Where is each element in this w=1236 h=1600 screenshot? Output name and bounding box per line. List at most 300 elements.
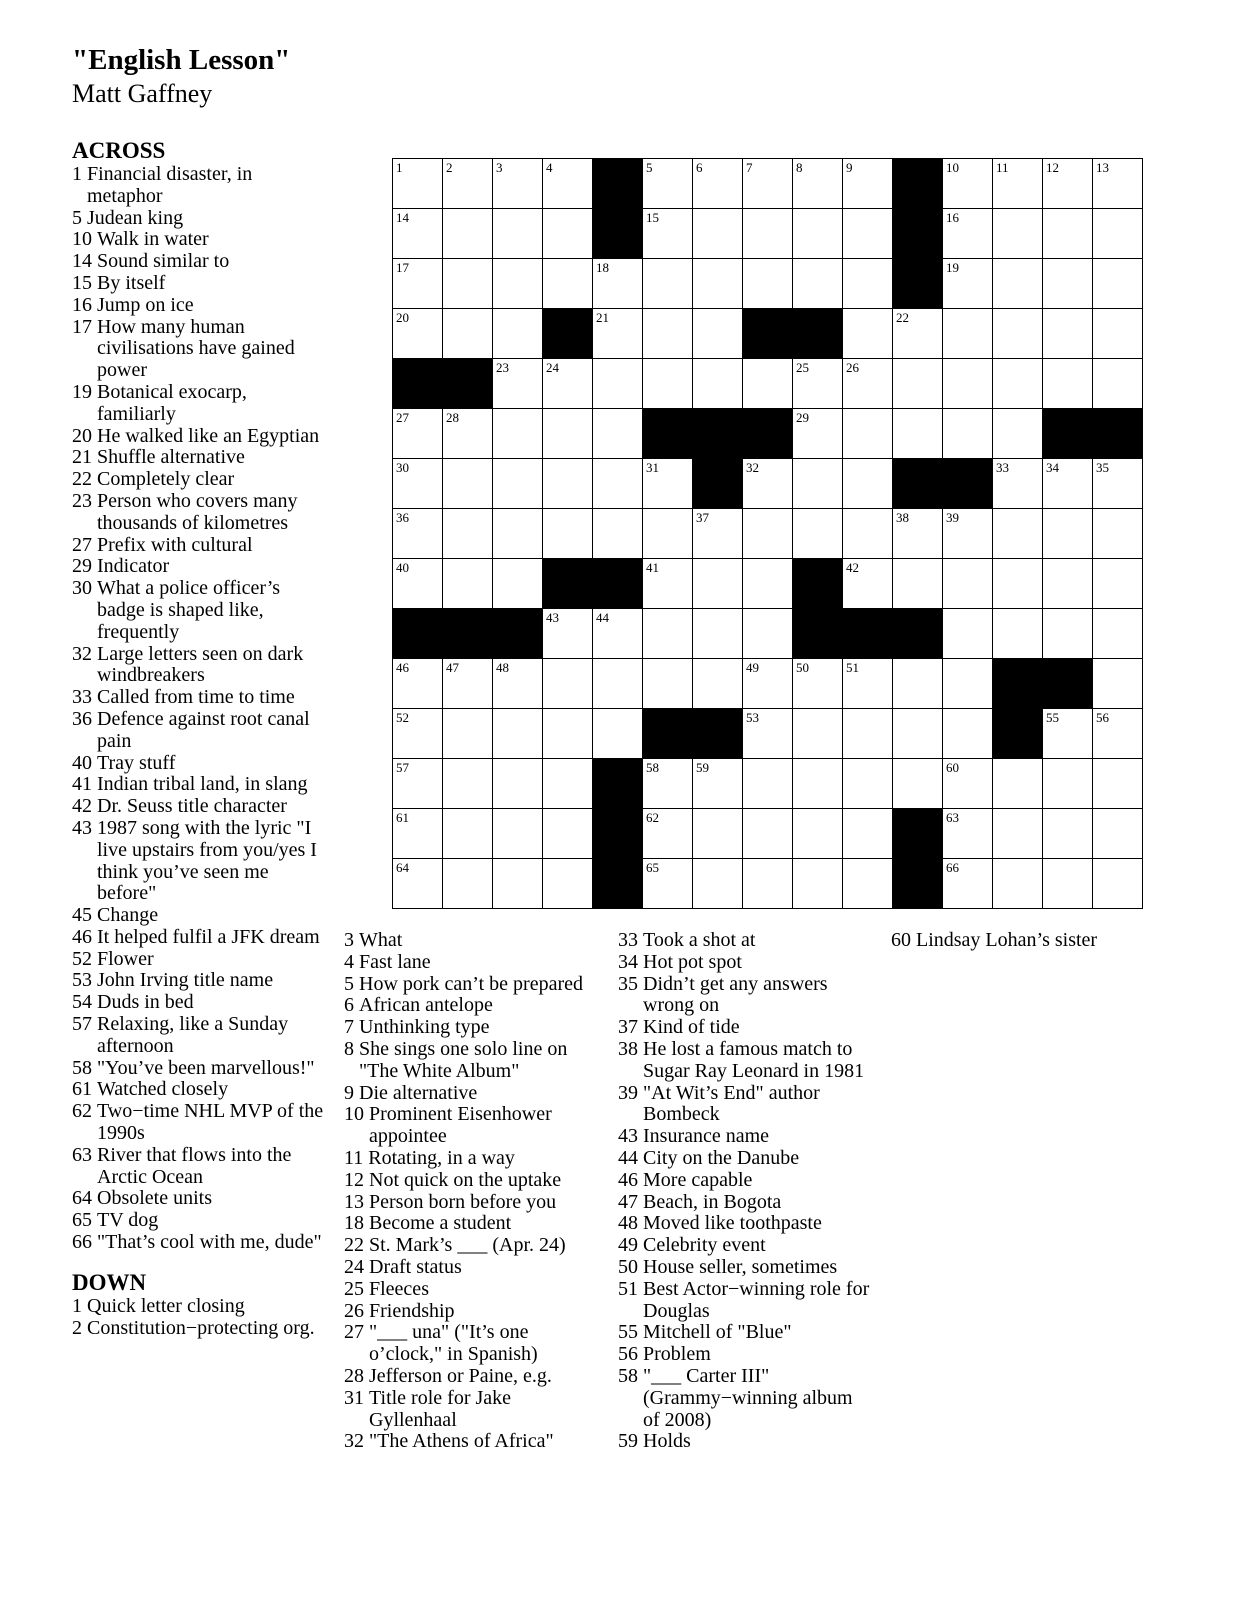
grid-cell[interactable]	[993, 609, 1043, 659]
grid-cell[interactable]	[843, 859, 893, 909]
grid-cell[interactable]	[443, 459, 493, 509]
grid-cell[interactable]	[893, 359, 943, 409]
grid-cell[interactable]	[843, 659, 893, 709]
grid-cell[interactable]	[943, 559, 993, 609]
grid-cell[interactable]	[843, 759, 893, 809]
grid-cell[interactable]	[1043, 809, 1093, 859]
clue-item	[72, 164, 324, 208]
grid-cell[interactable]	[443, 159, 493, 209]
clue-number: 43	[618, 1125, 638, 1148]
clue-item	[72, 251, 324, 273]
clue-text: Draft status	[369, 1255, 462, 1278]
grid-cell[interactable]	[393, 259, 443, 309]
clue-item	[72, 469, 324, 491]
clue-text: Person born before you	[369, 1190, 557, 1213]
clue-text: Shuffle alternative	[97, 446, 245, 469]
clue-text: Beach, in Bogota	[643, 1190, 782, 1213]
grid-cell[interactable]	[443, 259, 493, 309]
grid-cell[interactable]	[793, 859, 843, 909]
grid-cell[interactable]	[943, 209, 993, 259]
grid-cell[interactable]	[993, 159, 1043, 209]
grid-cell[interactable]	[993, 759, 1043, 809]
grid-cell[interactable]	[643, 359, 693, 409]
grid-cell[interactable]	[993, 859, 1043, 909]
grid-cell[interactable]	[443, 409, 493, 459]
grid-cell[interactable]	[1043, 209, 1093, 259]
clue-item	[344, 1322, 600, 1366]
clue-text: Botanical exocarp, familiarly	[97, 380, 247, 425]
cell-number: 20	[396, 310, 409, 325]
grid-cell[interactable]	[643, 859, 693, 909]
grid-cell[interactable]	[893, 659, 943, 709]
grid-cell[interactable]	[543, 359, 593, 409]
clue-item	[72, 1318, 324, 1340]
clue-text: Become a student	[369, 1212, 512, 1235]
grid-cell[interactable]	[543, 609, 593, 659]
clue-number: 31	[344, 1386, 364, 1409]
grid-cell[interactable]	[943, 859, 993, 909]
grid-cell[interactable]	[843, 209, 893, 259]
cell-number: 51	[846, 660, 859, 675]
clue-item	[344, 974, 600, 996]
grid-cell[interactable]	[843, 259, 893, 309]
clue-text: Rotating, in a way	[368, 1146, 515, 1169]
grid-cell[interactable]	[1093, 559, 1143, 609]
grid-cell[interactable]	[393, 459, 443, 509]
clue-text: Person who covers many thousands of kilometres	[97, 489, 298, 534]
cell-number: 2	[446, 160, 453, 175]
grid-cell[interactable]	[693, 159, 743, 209]
grid-cell[interactable]	[543, 159, 593, 209]
grid-cell[interactable]	[893, 559, 943, 609]
grid-cell[interactable]	[493, 259, 543, 309]
clue-text: Walk in water	[97, 228, 209, 251]
grid-cell[interactable]	[393, 709, 443, 759]
black-square	[593, 559, 643, 609]
black-square	[493, 609, 543, 659]
across-clue-list	[72, 164, 324, 1254]
clue-item	[344, 1366, 600, 1388]
cell-number: 40	[396, 560, 409, 575]
grid-cell[interactable]	[543, 209, 593, 259]
grid-cell[interactable]	[543, 509, 593, 559]
clue-text: Didn’t get any answers wrong on	[643, 972, 828, 1017]
grid-cell[interactable]	[593, 309, 643, 359]
clue-item	[618, 1192, 874, 1214]
grid-cell[interactable]	[793, 409, 843, 459]
grid-cell[interactable]	[843, 159, 893, 209]
clue-number: 47	[618, 1190, 638, 1213]
grid-cell[interactable]	[393, 159, 443, 209]
grid-cell[interactable]	[993, 809, 1043, 859]
grid-cell[interactable]	[693, 259, 743, 309]
grid-cell[interactable]	[443, 309, 493, 359]
grid-cell[interactable]	[643, 559, 693, 609]
grid-cell[interactable]	[693, 509, 743, 559]
cell-number: 44	[596, 610, 609, 625]
grid-cell[interactable]	[1093, 509, 1143, 559]
black-square	[593, 159, 643, 209]
grid-cell[interactable]	[643, 159, 693, 209]
clue-number: 49	[618, 1234, 638, 1257]
grid-cell[interactable]	[1093, 259, 1143, 309]
grid-cell[interactable]	[743, 759, 793, 809]
grid-cell[interactable]	[593, 659, 643, 709]
clue-item	[72, 1145, 324, 1189]
grid-cell[interactable]	[793, 359, 843, 409]
clue-text: Change	[97, 904, 159, 927]
clue-number: 63	[72, 1143, 92, 1166]
clue-number: 38	[618, 1037, 638, 1060]
clue-number: 65	[72, 1209, 92, 1232]
grid-cell[interactable]	[443, 759, 493, 809]
clue-number: 57	[72, 1013, 92, 1036]
grid-cell[interactable]	[1093, 859, 1143, 909]
cell-number: 36	[396, 510, 409, 525]
grid-cell[interactable]	[1043, 459, 1093, 509]
grid-cell[interactable]	[1093, 809, 1143, 859]
down-heading: DOWN	[72, 1269, 147, 1295]
clue-item	[72, 1296, 324, 1318]
grid-cell[interactable]	[793, 459, 843, 509]
grid-cell[interactable]	[543, 759, 593, 809]
clue-item	[344, 1279, 600, 1301]
across-heading: ACROSS	[72, 138, 166, 163]
grid-cell[interactable]	[1043, 159, 1093, 209]
grid-cell[interactable]	[443, 659, 493, 709]
grid-cell[interactable]	[693, 209, 743, 259]
cell-number: 57	[396, 760, 409, 775]
grid-cell[interactable]	[693, 859, 743, 909]
clue-item	[618, 1366, 874, 1431]
grid-cell[interactable]	[543, 459, 593, 509]
clue-item	[618, 1039, 874, 1083]
grid-cell[interactable]	[443, 809, 493, 859]
clue-text: Moved like toothpaste	[643, 1212, 822, 1235]
grid-cell[interactable]	[1043, 859, 1093, 909]
grid-cell[interactable]	[1093, 159, 1143, 209]
grid-cell[interactable]	[493, 209, 543, 259]
grid-cell[interactable]	[393, 759, 443, 809]
grid-cell[interactable]	[693, 309, 743, 359]
grid-cell[interactable]	[793, 259, 843, 309]
grid-cell[interactable]	[1093, 359, 1143, 409]
black-square	[943, 459, 993, 509]
grid-cell[interactable]	[443, 559, 493, 609]
grid-cell[interactable]	[493, 659, 543, 709]
clue-item	[618, 1170, 874, 1192]
grid-cell[interactable]	[993, 259, 1043, 309]
grid-cell[interactable]	[743, 709, 793, 759]
cell-number: 61	[396, 810, 409, 825]
grid-cell[interactable]	[593, 609, 643, 659]
black-square	[893, 159, 943, 209]
grid-cell[interactable]	[1093, 659, 1143, 709]
grid-cell[interactable]	[943, 809, 993, 859]
clue-number: 25	[344, 1277, 364, 1300]
grid-cell[interactable]	[1093, 609, 1143, 659]
clue-item	[618, 1322, 874, 1344]
grid-cell[interactable]	[893, 709, 943, 759]
clue-text: Called from time to time	[97, 686, 295, 709]
grid-cell[interactable]	[843, 309, 893, 359]
grid-cell[interactable]	[643, 209, 693, 259]
clue-item	[618, 1126, 874, 1148]
cell-number: 8	[796, 160, 803, 175]
clue-text: Jump on ice	[97, 293, 194, 316]
clue-text: He lost a famous match to Sugar Ray Leonard in 1981	[643, 1037, 865, 1082]
grid-cell[interactable]	[543, 709, 593, 759]
clue-text: Die alternative	[359, 1081, 478, 1104]
grid-cell[interactable]	[693, 359, 743, 409]
grid-cell[interactable]	[843, 459, 893, 509]
cell-number: 7	[746, 160, 753, 175]
grid-cell[interactable]	[643, 809, 693, 859]
grid-cell[interactable]	[743, 359, 793, 409]
grid-cell[interactable]	[543, 859, 593, 909]
clue-text: He walked like an Egyptian	[97, 424, 320, 447]
grid-cell[interactable]	[393, 859, 443, 909]
grid-cell[interactable]	[943, 659, 993, 709]
cell-number: 18	[596, 260, 609, 275]
grid-cell[interactable]	[493, 809, 543, 859]
grid-cell[interactable]	[893, 509, 943, 559]
clue-item	[72, 1058, 324, 1080]
grid-cell[interactable]	[443, 709, 493, 759]
grid-cell[interactable]	[793, 659, 843, 709]
grid-cell[interactable]	[393, 309, 443, 359]
grid-cell[interactable]	[393, 409, 443, 459]
grid-cell[interactable]	[593, 509, 643, 559]
clue-number: 30	[72, 577, 92, 600]
grid-cell[interactable]	[943, 409, 993, 459]
grid-cell[interactable]	[1043, 309, 1093, 359]
cell-number: 55	[1046, 710, 1059, 725]
clue-number: 41	[72, 773, 92, 796]
grid-cell[interactable]	[643, 309, 693, 359]
grid-cell[interactable]	[743, 859, 793, 909]
grid-cell[interactable]	[1093, 459, 1143, 509]
clue-number: 1	[72, 1294, 82, 1317]
clue-text: Fleeces	[369, 1277, 429, 1300]
grid-cell[interactable]	[643, 459, 693, 509]
grid-cell[interactable]	[843, 709, 893, 759]
grid-cell[interactable]	[943, 509, 993, 559]
grid-cell[interactable]	[793, 509, 843, 559]
black-square	[593, 859, 643, 909]
grid-cell[interactable]	[493, 709, 543, 759]
grid-cell[interactable]	[993, 559, 1043, 609]
clue-number: 53	[72, 969, 92, 992]
grid-cell[interactable]	[943, 759, 993, 809]
black-square	[693, 709, 743, 759]
grid-cell[interactable]	[443, 509, 493, 559]
grid-cell[interactable]	[493, 309, 543, 359]
grid-cell[interactable]	[693, 809, 743, 859]
grid-cell[interactable]	[1043, 559, 1093, 609]
clue-number: 24	[344, 1255, 364, 1278]
clue-item	[72, 208, 324, 230]
grid-cell[interactable]	[393, 509, 443, 559]
grid-cell[interactable]	[693, 559, 743, 609]
grid-cell[interactable]	[943, 709, 993, 759]
grid-cell[interactable]	[843, 509, 893, 559]
grid-cell[interactable]	[593, 409, 643, 459]
clue-item	[344, 1301, 600, 1323]
clue-number: 12	[344, 1168, 364, 1191]
clue-text: Prominent Eisenhower appointee	[369, 1103, 552, 1148]
grid-cell[interactable]	[743, 659, 793, 709]
cell-number: 53	[746, 710, 759, 725]
clue-number: 27	[344, 1321, 364, 1344]
grid-cell[interactable]	[1043, 259, 1093, 309]
cell-number: 22	[896, 310, 909, 325]
clue-text: Friendship	[369, 1299, 455, 1322]
grid-cell[interactable]	[943, 359, 993, 409]
clue-column-3	[618, 930, 874, 1453]
grid-cell[interactable]	[593, 459, 643, 509]
grid-cell[interactable]	[993, 209, 1043, 259]
grid-cell[interactable]	[993, 509, 1043, 559]
grid-cell[interactable]	[743, 459, 793, 509]
grid-cell[interactable]	[993, 359, 1043, 409]
grid-cell[interactable]	[943, 259, 993, 309]
clue-item	[344, 1388, 600, 1432]
grid-cell[interactable]	[443, 209, 493, 259]
grid-cell[interactable]	[843, 559, 893, 609]
grid-cell[interactable]	[393, 659, 443, 709]
grid-cell[interactable]	[843, 359, 893, 409]
grid-cell[interactable]	[1093, 309, 1143, 359]
grid-cell[interactable]	[893, 309, 943, 359]
grid-cell[interactable]	[1043, 359, 1093, 409]
grid-cell[interactable]	[1093, 759, 1143, 809]
cell-number: 35	[1096, 460, 1109, 475]
grid-cell[interactable]	[393, 559, 443, 609]
clue-number: 10	[344, 1103, 364, 1126]
grid-cell[interactable]	[793, 209, 843, 259]
clue-text: Problem	[643, 1343, 711, 1366]
grid-cell[interactable]	[843, 809, 893, 859]
grid-cell[interactable]	[1043, 759, 1093, 809]
grid-cell[interactable]	[543, 659, 593, 709]
grid-cell[interactable]	[893, 409, 943, 459]
grid-cell[interactable]	[993, 409, 1043, 459]
grid-cell[interactable]	[943, 159, 993, 209]
grid-cell[interactable]	[393, 809, 443, 859]
clue-text: By itself	[97, 271, 166, 294]
clue-item	[618, 1148, 874, 1170]
grid-cell[interactable]	[493, 759, 543, 809]
clue-item	[618, 930, 874, 952]
grid-cell[interactable]	[1043, 709, 1093, 759]
grid-cell[interactable]	[393, 209, 443, 259]
clue-number: 45	[72, 904, 92, 927]
grid-cell[interactable]	[1093, 209, 1143, 259]
clue-item	[72, 273, 324, 295]
grid-cell[interactable]	[493, 359, 543, 409]
grid-cell[interactable]	[493, 159, 543, 209]
clue-number: 48	[618, 1212, 638, 1235]
grid-cell[interactable]	[693, 759, 743, 809]
grid-cell[interactable]	[793, 759, 843, 809]
clue-number: 34	[618, 950, 638, 973]
grid-cell[interactable]	[493, 459, 543, 509]
grid-cell[interactable]	[743, 159, 793, 209]
grid-cell[interactable]	[443, 859, 493, 909]
grid-cell[interactable]	[943, 309, 993, 359]
grid-cell[interactable]	[993, 459, 1043, 509]
grid-cell[interactable]	[493, 509, 543, 559]
grid-cell[interactable]	[793, 709, 843, 759]
clue-text: Watched closely	[97, 1078, 229, 1101]
clue-text: What a police officer’s badge is shaped like, frequently	[97, 577, 281, 643]
black-square	[893, 459, 943, 509]
clue-text: Indian tribal land, in slang	[97, 773, 308, 796]
grid-cell[interactable]	[643, 609, 693, 659]
clue-item	[72, 927, 324, 949]
grid-cell[interactable]	[793, 159, 843, 209]
grid-cell[interactable]	[743, 209, 793, 259]
grid-cell[interactable]	[493, 559, 543, 609]
grid-cell[interactable]	[943, 609, 993, 659]
grid-cell[interactable]	[743, 609, 793, 659]
grid-cell[interactable]	[993, 309, 1043, 359]
grid-cell[interactable]	[743, 559, 793, 609]
grid-cell[interactable]	[743, 259, 793, 309]
grid-cell[interactable]	[493, 409, 543, 459]
grid-cell[interactable]	[593, 359, 643, 409]
cell-number: 41	[646, 560, 659, 575]
clue-number: 44	[618, 1146, 638, 1169]
clue-number: 58	[72, 1056, 92, 1079]
cell-number: 62	[646, 810, 659, 825]
grid-cell[interactable]	[643, 509, 693, 559]
cell-number: 10	[946, 160, 959, 175]
grid-cell[interactable]	[893, 759, 943, 809]
grid-cell[interactable]	[693, 609, 743, 659]
grid-cell[interactable]	[743, 809, 793, 859]
grid-cell[interactable]	[743, 509, 793, 559]
grid-cell[interactable]	[493, 859, 543, 909]
grid-cell[interactable]	[793, 809, 843, 859]
grid-cell[interactable]	[593, 259, 643, 309]
grid-cell[interactable]	[643, 759, 693, 809]
grid-cell[interactable]	[543, 259, 593, 309]
clue-text: More capable	[643, 1168, 753, 1191]
grid-cell[interactable]	[543, 409, 593, 459]
cell-number: 3	[496, 160, 503, 175]
grid-cell[interactable]	[643, 659, 693, 709]
clue-item	[72, 382, 324, 426]
cell-number: 45	[896, 610, 909, 625]
grid-cell[interactable]	[593, 709, 643, 759]
cell-number: 48	[496, 660, 509, 675]
black-square	[843, 609, 893, 659]
clue-item	[344, 1017, 600, 1039]
grid-cell[interactable]	[843, 409, 893, 459]
grid-cell[interactable]	[543, 809, 593, 859]
grid-cell[interactable]	[1043, 509, 1093, 559]
grid-cell[interactable]	[643, 259, 693, 309]
grid-cell[interactable]	[1043, 609, 1093, 659]
black-square	[1093, 409, 1143, 459]
black-square	[993, 709, 1043, 759]
clue-number: 27	[72, 533, 92, 556]
grid-cell[interactable]	[693, 659, 743, 709]
clue-text: Holds	[643, 1430, 691, 1453]
grid-cell[interactable]	[1093, 709, 1143, 759]
